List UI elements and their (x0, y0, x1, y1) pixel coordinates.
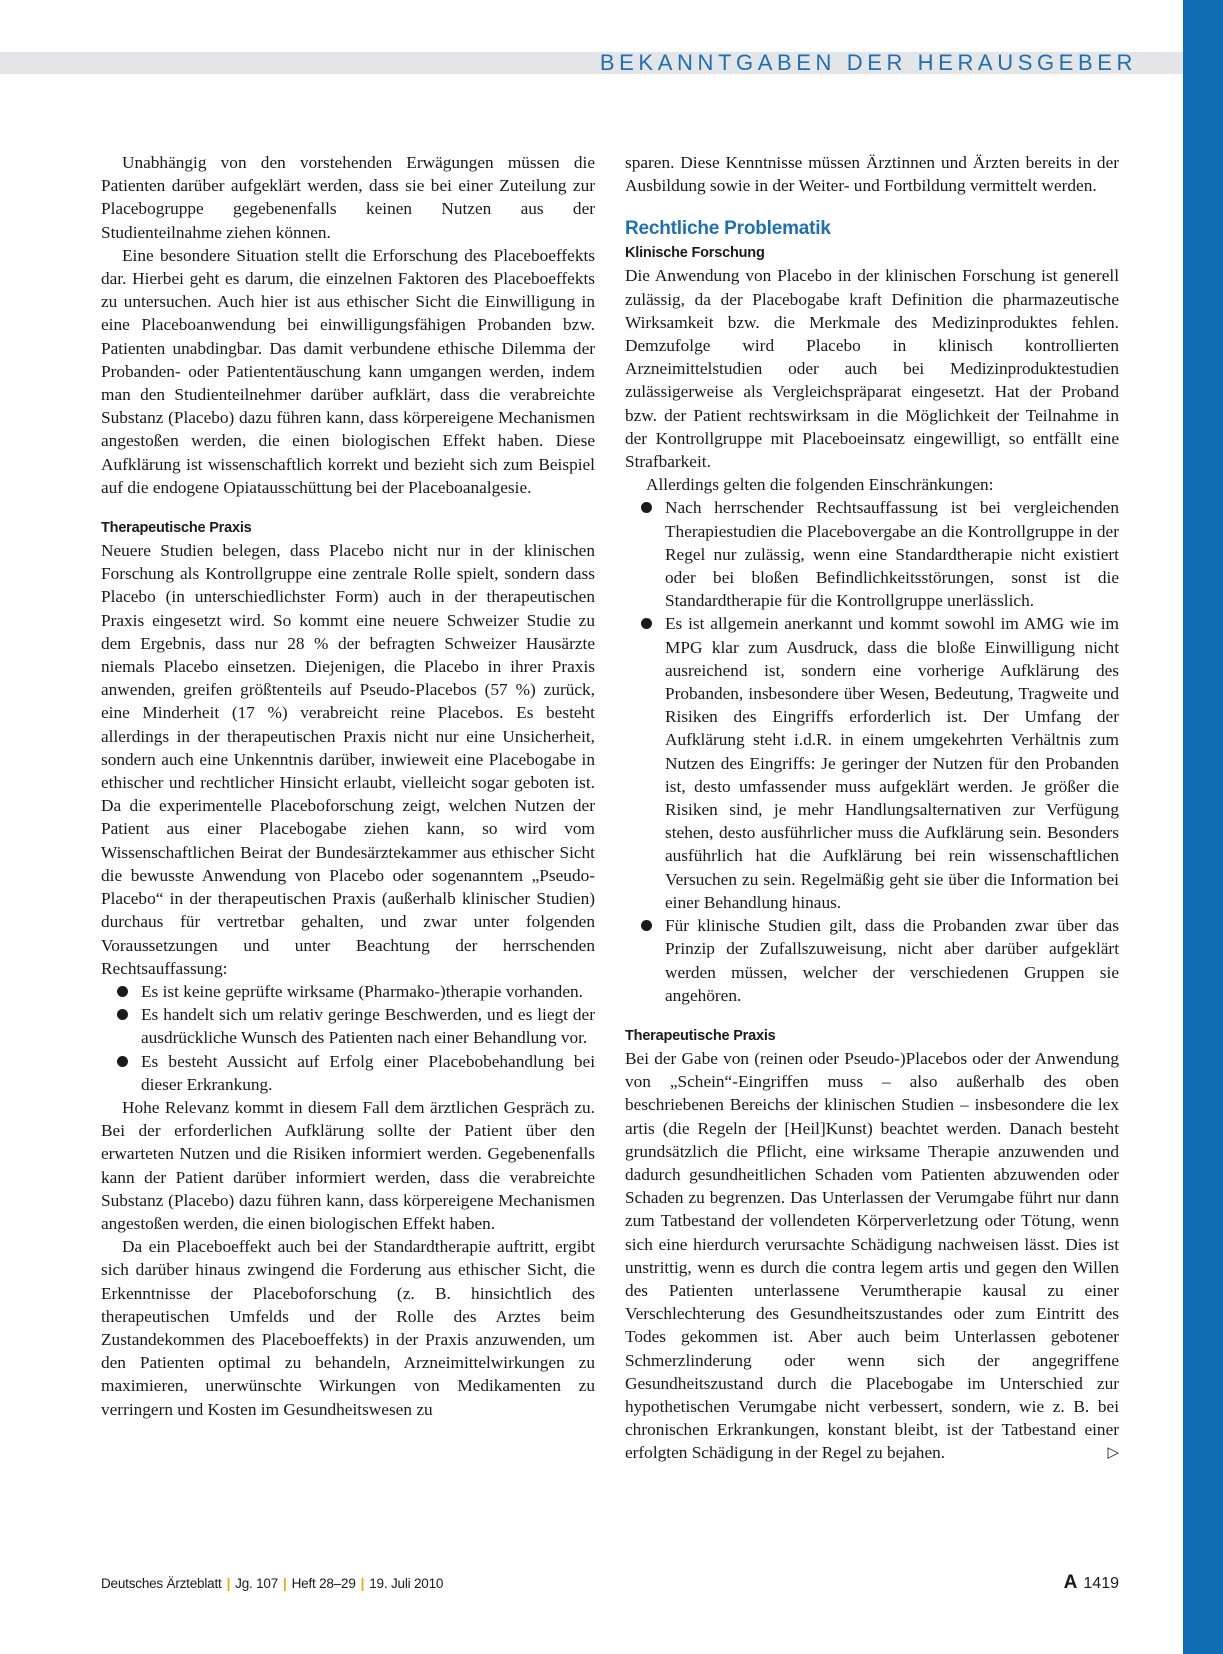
page-number-value: 1419 (1083, 1575, 1119, 1592)
date: 19. Juli 2010 (369, 1576, 444, 1591)
list-item: Für klinische Studien gilt, dass die Probanden zwar über das Prinzip der Zufallszuweisung, nicht aber darüber aufgeklärt werden müssen, welcher der verschiedenen Gruppen sie angehören. (625, 914, 1119, 1007)
subheading-therapeutische-praxis: Therapeutische Praxis (625, 1027, 776, 1044)
list-item: Es ist allgemein anerkannt und kommt sowohl im AMG wie im MPG klar zum Ausdruck, dass die bloße Einwilligung nicht ausreichend ist, sondern eine vorherige Aufklärung des Probanden, insbesondere über Wesen, Bedeutung, Tragweite und Risiken des Eingriffs erforderlich ist. Der Umfang der Aufklärung steht i.d.R. in einem umgekehrten Verhältnis zum Nutzen des Eingriffs: Je geringer der Nutzen für den Probanden ist, desto umfassender muss aufgeklärt werden. Je größer die Risiken sind, je mehr Handlungsalternativen zur Verfügung stehen, desto ausführlicher muss die Aufklärung sein. Besonders ausführlich hat die Aufklärung bei rein wissenschaftlichen Versuchen zu sein. Regelmäßig geht sie über die Information bei einer Behandlung hinaus. (625, 612, 1119, 914)
paragraph: Unabhängig von den vorstehenden Erwägungen müssen die Patienten darüber aufgeklärt werden, dass sie bei einer Zuteilung zur Placebogruppe gegebenenfalls keinen Nutzen aus der Studienteilnahme ziehen können. (101, 153, 595, 242)
subheading-therapeutische-praxis: Therapeutische Praxis (101, 520, 252, 537)
paragraph: Die Anwendung von Placebo in der klinischen Forschung ist generell zulässig, da der Placebogabe kraft Definition die pharmazeutische Wirksamkeit bzw. die Merkmale des Medizinproduktes fehlen. Demzufolge wird Placebo in klinisch kontrollierten Arzneimittelstudien oder auch bei Medizinproduktestudien zulässigerweise als Vergleichspräparat eingesetzt. Hat der Proband bzw. der Patient rechtswirksam in die Möglichkeit der Teilnahme in der Kontrollgruppe mit Placeboeinsatz eingewilligt, so entfällt eine Strafbarkeit. (625, 266, 1119, 472)
list-item: Es handelt sich um relativ geringe Beschwerden, und es liegt der ausdrückliche Wunsch des Patienten nach einer Behandlung vor. (101, 1003, 595, 1049)
list-item: Es besteht Aussicht auf Erfolg einer Placebobehandlung bei dieser Erkrankung. (101, 1050, 595, 1096)
separator: | (226, 1576, 231, 1591)
paragraph: Neuere Studien belegen, dass Placebo nicht nur in der klinischen Forschung als Kontrollgruppe eine zentrale Rolle spielt, sondern dass Placebo (in unterschiedlichster Form) auch in der therapeutischen Praxis eingesetzt wird. So kommt eine neuere Schweizer Studie zu dem Ergebnis, dass nur 28 % der befragten Schweizer Hausärzte niemals Placebo einsetzen. Diejenigen, die Placebo in ihrer Praxis anwenden, greifen größtenteils auf Pseudo-Placebos (57 %) zurück, eine Minderheit (17 %) verabreicht reine Placebos. Es besteht allerdings in der therapeutischen Praxis nicht nur eine Unsicherheit, sondern auch eine Unkenntnis darüber, inwieweit eine Placebogabe in ethischer und rechtlicher Hinsicht erlaubt, vielleicht sogar geboten ist. Da die experimentelle Placeboforschung zeigt, welchen Nutzen der Patient aus einer Placebogabe ziehen kann, so wird vom Wissenschaftlichen Beirat der Bundesärztekammer aus ethischer Sicht die bewusste Anwendung von Placebo oder sogenanntem „Pseudo-Placebo“ in der therapeutischen Praxis (außerhalb klinischer Studien) durchaus für vertretbar gehalten, und zwar unter folgenden Voraussetzungen und unter Beachtung der herrschenden Rechtsauffassung: (101, 541, 595, 978)
side-accent-bar (1183, 0, 1223, 1654)
paragraph: Hohe Relevanz kommt in diesem Fall dem ärztlichen Gespräch zu. Bei der erforderlichen Aufklärung sollte der Patient über den erwarteten Nutzen und die Risiken informiert werden. Gegebenenfalls kann der Patient darüber informiert werden, dass die verabreichte Substanz (Placebo) dazu führen kann, dass körpereigene Mechanismen angestoßen werden, die einen biologischen Effekt haben. (101, 1097, 595, 1233)
volume: Jg. 107 (235, 1576, 279, 1591)
journal-name: Deutsches Ärzteblatt (101, 1576, 222, 1591)
continue-arrow-icon: ▷ (1107, 1443, 1119, 1462)
footer-citation (101, 1576, 443, 1591)
paragraph: Da ein Placeboeffekt auch bei der Standardtherapie auftritt, ergibt sich darüber hinaus zwingend die Forderung aus ethischer Sicht, die Erkenntnisse der Placeboforschung (z. B. hinsichtlich des therapeutischen Umfelds und der Rolle des Arztes beim Zustandekommen des Placeboeffekts) in der Praxis anzuwenden, um den Patienten optimal zu behandeln, Arzneimittelwirkungen zu maximieren, unerwünschte Wirkungen von Medikamenten zu verringern und Kosten im Gesundheitswesen zu (101, 1237, 595, 1419)
paragraph: Eine besondere Situation stellt die Erforschung des Placeboeffekts dar. Hierbei geht es darum, die einzelnen Faktoren des Placeboeffekts zu untersuchen. Auch hier ist aus ethischer Sicht die Einwilligung in eine Placeboanwendung bei einwilligungsfähigen Probanden bzw. Patienten unabdingbar. Das damit verbundene ethische Dilemma der Probanden- oder Patiententäuschung kann umgangen werden, indem man den Studienteilnehmer darüber aufklärt, dass die verabreichte Substanz (Placebo) dazu führen kann, dass körpereigene Mechanismen angestoßen werden, die einen biologischen Effekt haben. Diese Aufklärung ist wissenschaftlich korrekt und bezieht sich zum Beispiel auf die endogene Opiatausschüttung bei der Placeboanalgesie. (101, 245, 595, 497)
section-header-title: BEKANNTGABEN DER HERAUSGEBER (599, 50, 1137, 75)
page-number (1064, 1572, 1119, 1594)
list-item: Nach herrschender Rechtsauffassung ist bei vergleichenden Therapiestudien die Placebovergabe an die Kontrollgruppe in der Regel nur zulässig, wenn eine Standardtherapie nicht existiert oder bei bloßen Befindlichkeitsstörungen, sonst ist die Standardtherapie für die Kontrollgruppe unerlässlich. (625, 496, 1119, 612)
bullet-list (101, 980, 595, 1096)
separator: | (283, 1576, 287, 1591)
paragraph (625, 1047, 1119, 1465)
paragraph-text: Bei der Gabe von (reinen oder Pseudo-)Placebos oder der Anwendung von „Schein“-Eingriffen muss – also außerhalb des oben beschriebenen Bereichs der klinischen Studien – insbesondere die lex artis (die Regeln der [Heil]Kunst) beachtet werden. Danach besteht grundsätzlich die Pflicht, eine wirksame Therapie anzuwenden und dadurch gesundheitlichen Schaden vom Patienten abzuwenden oder Schaden zu begrenzen. Das Unterlassen der Verumgabe führt nur dann zum Tatbestand der vollendeten Körperverletzung oder Tötung, wenn sich eine hierdurch verursachte Schädigung nachweisen lässt. Dies ist unstrittig, wenn es durch die contra legem artis und gegen den Willen des Patienten unterlassene Verumtherapie kausal zu einer Verschlechterung des Gesundheitszustandes oder zum Eintritt des Todes gekommen ist. Aber auch beim Unterlassen gebotener Schmerzlinderung oder wenn sich der angegriffene Gesundheitszustand durch die Placebogabe im Unterschied zur hypothetischen Verumgabe nicht verbessert, sondern, wie z. B. bei chronischen Erkrankungen, konstant bleibt, ist der Tatbestand einer erfolgten Schädigung in der Regel zu bejahen. (625, 1048, 1119, 1463)
issue: Heft 28–29 (291, 1576, 356, 1591)
bullet-list (625, 496, 1119, 1006)
paragraph: Allerdings gelten die folgenden Einschränkungen: (646, 475, 994, 495)
separator: | (360, 1576, 365, 1591)
paragraph: sparen. Diese Kenntnisse müssen Ärztinnen und Ärzten bereits in der Ausbildung sowie in der Weiter- und Fortbildung vermittelt werden. (625, 153, 1119, 196)
page-prefix: A (1063, 1572, 1078, 1593)
list-item: Es ist keine geprüfte wirksame (Pharmako-)therapie vorhanden. (101, 980, 595, 1003)
right-column (625, 151, 1119, 1465)
subheading-klinische-forschung: Klinische Forschung (625, 245, 765, 262)
section-title-rechtliche-problematik: Rechtliche Problematik (625, 218, 831, 240)
left-column (101, 151, 595, 1421)
